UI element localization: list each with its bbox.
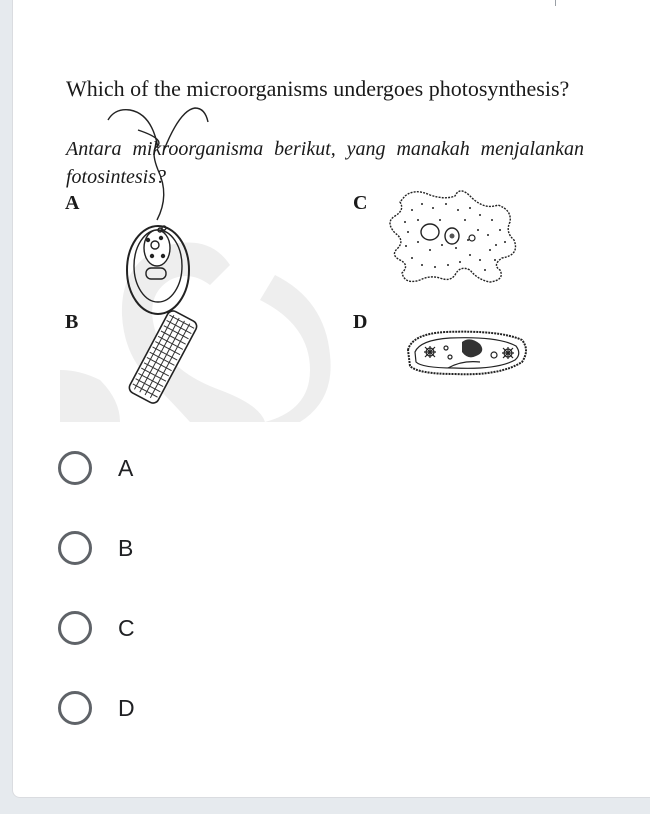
radio-button-a[interactable] <box>58 451 92 485</box>
figure-label-a: A <box>65 192 80 214</box>
radio-button-d[interactable] <box>58 691 92 725</box>
amoeba-drawing <box>390 191 516 282</box>
question-text-english: Which of the microorganisms undergoes photosynthesis? <box>66 76 570 101</box>
radio-button-b[interactable] <box>58 531 92 565</box>
figure-label-c: C <box>353 192 368 214</box>
option-label-d: D <box>118 694 135 721</box>
top-divider-tick <box>555 0 556 6</box>
question-text-malay: Antara mikroorganisma berikut, yang manakah menjalankan fotosintesis? <box>66 138 584 188</box>
option-label-c: C <box>118 614 135 641</box>
option-d[interactable] <box>58 686 258 730</box>
option-label-b: B <box>118 534 134 561</box>
paramecium-drawing <box>408 332 526 375</box>
option-c[interactable] <box>58 606 258 650</box>
option-b[interactable] <box>58 526 258 570</box>
radio-button-c[interactable] <box>58 611 92 645</box>
watermark-logo <box>60 243 331 423</box>
figure-label-b: B <box>65 311 79 333</box>
microorganism-figure <box>60 70 590 422</box>
question-figure <box>60 70 590 422</box>
option-a[interactable] <box>58 446 258 490</box>
figure-label-d: D <box>353 311 368 333</box>
option-label-a: A <box>118 454 134 481</box>
